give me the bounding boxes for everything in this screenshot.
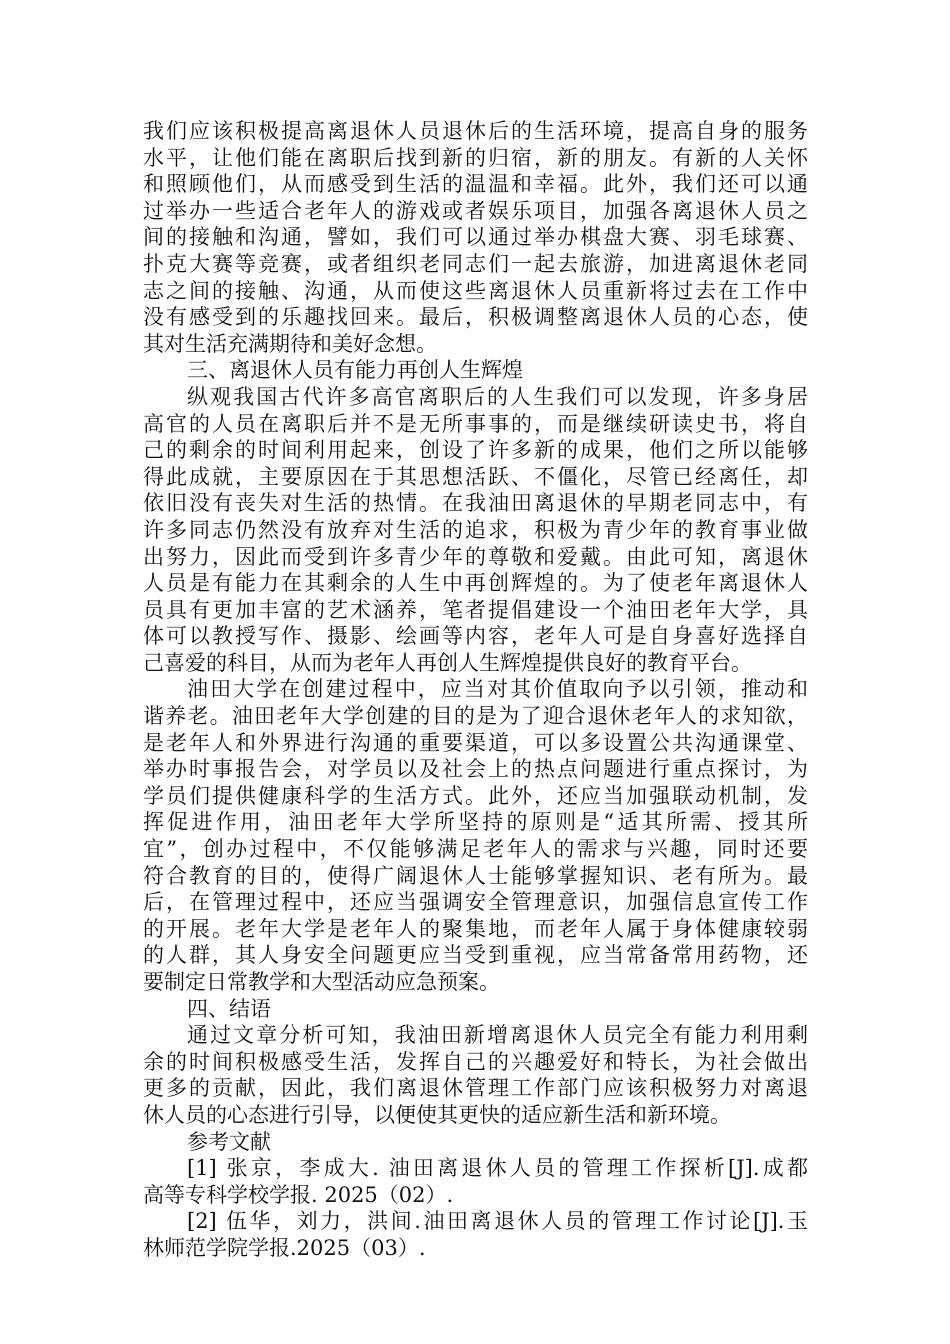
reference-item: [1] 张京，李成大. 油田离退休人员的管理工作探析[J].成都 [187, 1156, 808, 1181]
text-line: 己的剩余的时间利用起来，创设了许多新的成果，他们之所以能够 [143, 438, 808, 463]
reference-item: [2] 伍华，刘力，洪间.油田离退休人员的管理工作讨论[J].玉 [187, 1209, 808, 1234]
text-line: 更多的贡献，因此，我们离退休管理工作部门应该积极努力对离退 [143, 1076, 808, 1101]
text-line: 得此成就，主要原因在于其思想活跃、不僵化，尽管已经离任，却 [143, 464, 808, 489]
text-line: 己喜爱的科目，从而为老年人再创人生辉煌提供良好的教育平台。 [143, 650, 752, 675]
text-line: 出努力，因此而受到许多青少年的尊敬和爱戴。由此可知，离退休 [143, 544, 808, 569]
text-line: 是老年人和外界进行沟通的重要渠道，可以多设置公共沟通课堂、 [143, 730, 808, 755]
text-line: 谐养老。油田老年大学创建的目的是为了迎合退休老年人的求知欲， [143, 704, 808, 729]
text-line: 和照顾他们，从而感受到生活的温温和幸福。此外，我们还可以通 [143, 172, 808, 197]
reference-item: 林师范学院学报.2025（03）. [143, 1235, 426, 1260]
text-line: 挥促进作用，油田老年大学所坚持的原则是“适其所需、授其所 [143, 810, 808, 835]
text-line: 没有感受到的乐趣找回来。最后，积极调整离退休人员的心态，使 [143, 305, 808, 330]
text-line: 余的时间积极感受生活，发挥自己的兴趣爱好和特长，为社会做出 [143, 1049, 808, 1074]
text-line: 其对生活充满期待和美好念想。 [143, 331, 437, 356]
text-line: 举办时事报告会，对学员以及社会上的热点问题进行重点探讨，为 [143, 757, 808, 782]
text-line: 的人群，其人身安全问题更应当受到重视，应当常备常用药物，还 [143, 943, 808, 968]
text-line: 学员们提供健康科学的生活方式。此外，还应当加强联动机制，发 [143, 783, 808, 808]
text-line: 依旧没有丧失对生活的热情。在我油田离退休的早期老同志中，有 [143, 491, 808, 516]
section-heading: 三、离退休人员有能力再创人生辉煌 [187, 358, 523, 383]
text-line: 水平，让他们能在离职后找到新的归宿，新的朋友。有新的人关怀 [143, 145, 808, 170]
text-line: 扑克大赛等竞赛，或者组织老同志们一起去旅游，加进离退休老同 [143, 251, 808, 276]
text-line: 要制定日常教学和大型活动应急预案。 [143, 970, 500, 994]
text-line: 高官的人员在离职后并不是无所事事的，而是继续研读史书，将自 [143, 411, 808, 436]
text-line: 符合教育的目的，使得广阔退休人士能够掌握知识、老有所为。最 [143, 863, 808, 888]
text-line: 的开展。老年大学是老年人的聚集地，而老年人属于身体健康较弱 [143, 916, 808, 941]
text-line: 许多同志仍然没有放弃对生活的追求，积极为青少年的教育事业做 [143, 517, 808, 542]
text-line: 过举办一些适合老年人的游戏或者娱乐项目，加强各离退休人员之 [143, 198, 808, 223]
section-heading: 四、结语 [187, 996, 271, 1021]
text-line: 体可以教授写作、摄影、绘画等内容，老年人可是自身喜好选择自 [143, 624, 808, 649]
text-line: 宜”，创办过程中，不仅能够满足老年人的需求与兴趣，同时还要 [143, 837, 808, 862]
references-heading: 参考文献 [187, 1129, 271, 1154]
text-line: 我们应该积极提高离退休人员退休后的生活环境，提高自身的服务 [143, 119, 808, 143]
text-line: 休人员的心态进行引导，以便使其更快的适应新生活和新环境。 [143, 1102, 731, 1127]
text-line: 志之间的接触、沟通，从而使这些离退休人员重新将过去在工作中 [143, 278, 808, 303]
text-line: 员具有更加丰富的艺术涵养，笔者提倡建设一个油田老年大学，具 [143, 597, 808, 622]
text-line: 间的接触和沟通，譬如，我们可以通过举办棋盘大赛、羽毛球赛、 [143, 225, 808, 250]
text-line: 通过文章分析可知，我油田新增离退休人员完全有能力利用剩 [187, 1023, 808, 1048]
text-line: 纵观我国古代许多高官离职后的人生我们可以发现，许多身居 [187, 384, 808, 409]
text-line: 后，在管理过程中，还应当强调安全管理意识，加强信息宣传工作 [143, 890, 808, 915]
document-page [143, 118, 808, 1262]
text-line: 人员是有能力在其剩余的人生中再创辉煌的。为了使老年离退休人 [143, 571, 808, 596]
reference-item: 高等专科学校学报. 2025（02）. [143, 1182, 454, 1207]
text-line: 油田大学在创建过程中，应当对其价值取向予以引领，推动和 [187, 677, 808, 702]
